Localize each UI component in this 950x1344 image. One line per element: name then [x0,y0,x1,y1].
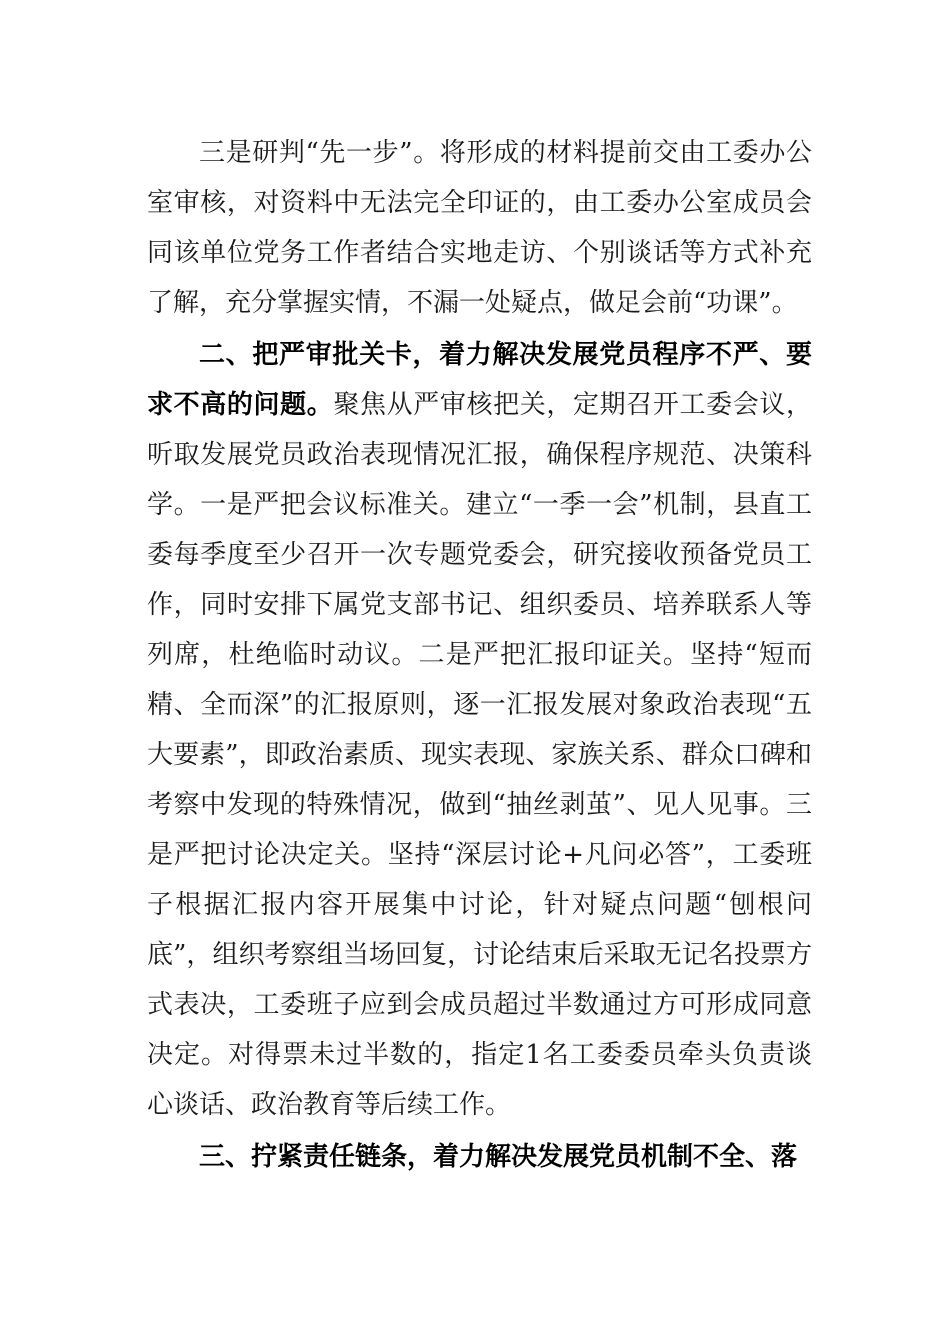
section-heading-two: 二、把严审批关卡，着力解决发展党员程序不严、要求不高的问题。 [147,340,812,420]
section-heading-three: 三、拧紧责任链条，着力解决发展党员机制不全、落 [199,1142,798,1172]
paragraph-text: 三是研判“先一步”。将形成的材料提前交由工委办公室审核，对资料中无法完全印证的，由工委办公室成员会同该单位党务工作者结合实地走访、个别谈话等方式补充了解，充分掌握实情，不漏一处疑点，做足会前“功课”。 [147,138,812,318]
paragraph-responsibility-chain [147,1132,812,1182]
paragraph-approval-checkpoint [147,330,812,1130]
paragraph-research-step [147,128,812,328]
paragraph-text: 聚焦从严审核把关，定期召开工委会议，听取发展党员政治表现情况汇报，确保程序规范、决策科学。一是严把会议标准关。建立“一季一会”机制，县直工委每季度至少召开一次专题党委会，研究接收预备党员工作，同时安排下属党支部书记、组织委员、培养联系人等列席，杜绝临时动议。二是严把汇报印证关。坚持“短而精、全而深”的汇报原则，逐一汇报发展对象政治表现“五大要素”，即政治素质、现实表现、家族关系、群众口碑和考察中发现的特殊情况，做到“抽丝剥茧”、见人见事。三是严把讨论决定关。坚持“深层讨论+凡问必答”，工委班子根据汇报内容开展集中讨论，针对疑点问题“刨根问底”，组织考察组当场回复，讨论结束后采取无记名投票方式表决，工委班子应到会成员超过半数通过方可形成同意决定。对得票未过半数的，指定1名工委委员牵头负责谈心谈话、政治教育等后续工作。 [147,390,812,1120]
document-body [147,128,812,1182]
